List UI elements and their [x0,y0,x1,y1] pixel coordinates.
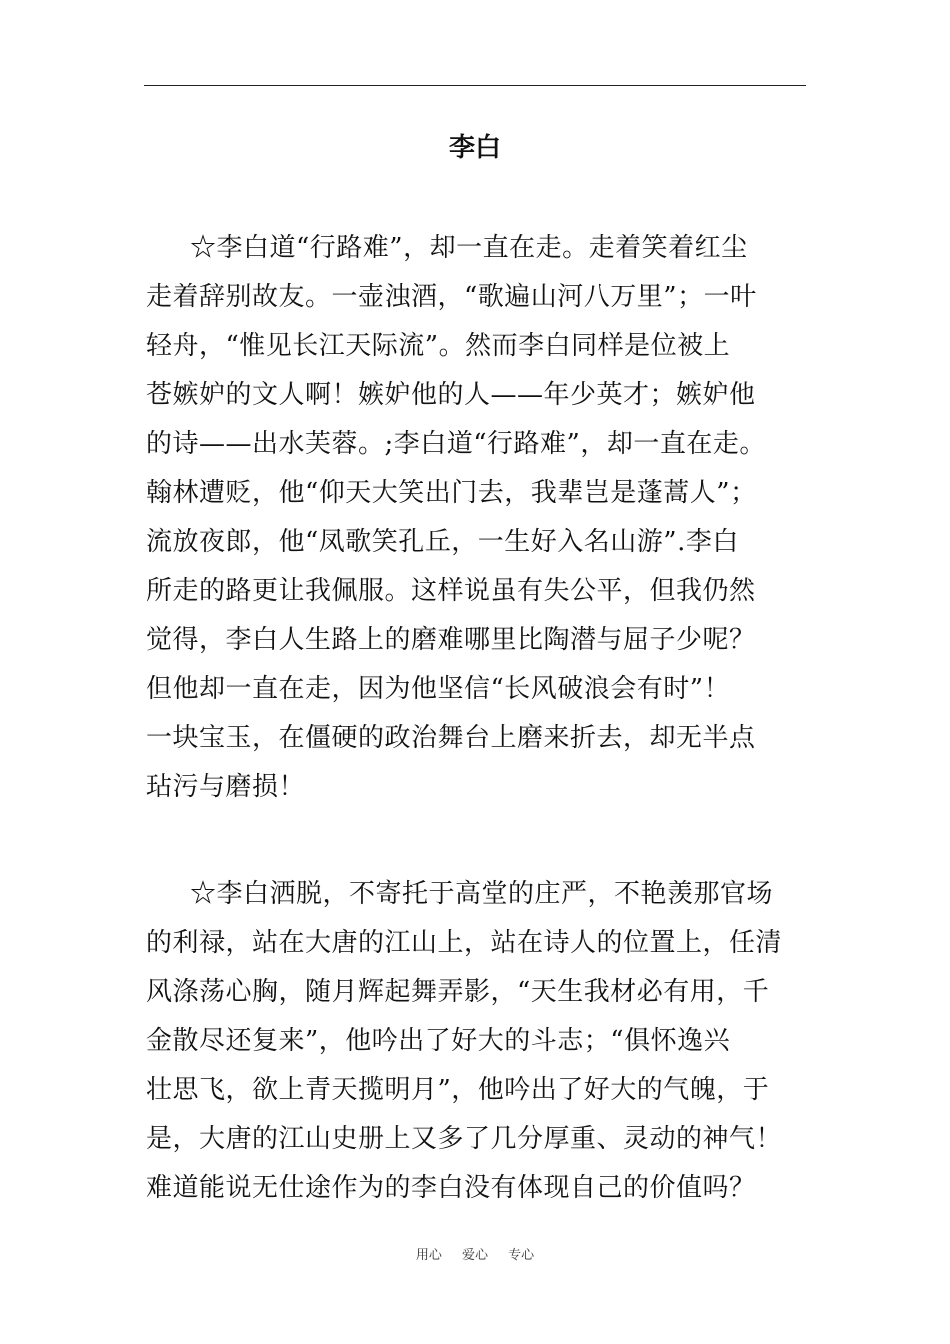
footer-item: 专心 [508,1248,535,1263]
paragraph-line: ☆李白道“行路难”，却一直在走。走着笑着红尘 [190,233,748,263]
paragraph-line: 风涤荡心胸，随月辉起舞弄影，“天生我材必有用，千 [146,977,770,1007]
paragraph-line: 觉得，李白人生路上的磨难哪里比陶潜与屈子少呢？ [146,625,756,655]
footer-item: 爱心 [461,1248,488,1263]
paragraph-2 [146,870,808,1213]
paragraph-line: 玷污与磨损！ [146,772,306,802]
footer-item: 用心 [415,1248,442,1263]
paragraph-line: 走着辞别故友。一壶浊酒，“歌遍山河八万里”；一叶 [146,282,757,312]
header-rule [144,85,806,86]
paragraph-line: ☆李白洒脱，不寄托于高堂的庄严，不艳羡那官场 [190,879,774,909]
page-title: 李白 [448,133,501,163]
paragraph-1 [146,224,808,812]
paragraph-line: 翰林遭贬，他“仰天大笑出门去，我辈岂是蓬蒿人”； [146,478,757,508]
paragraph-line: 的诗——出水芙蓉。;李白道“行路难”，却一直在走。 [146,429,766,459]
paragraph-line: 苍嫉妒的文人啊！嫉妒他的人——年少英才；嫉妒他 [146,380,756,410]
paragraph-line: 是，大唐的江山史册上又多了几分厚重、灵动的神气！ [146,1124,783,1154]
page-footer [0,1246,950,1266]
paragraph-line: 难道能说无仕途作为的李白没有体现自己的价值吗？ [146,1173,756,1203]
paragraph-line: 金散尽还复来”，他吟出了好大的斗志；“俱怀逸兴 [146,1026,731,1056]
paragraph-line: 的利禄，站在大唐的江山上，站在诗人的位置上，任清 [146,928,783,958]
paragraph-line: 一块宝玉，在僵硬的政治舞台上磨来折去，却无半点 [146,723,756,753]
paragraph-line: 壮思飞，欲上青天揽明月”，他吟出了好大的气魄，于 [146,1075,770,1105]
paragraph-line: 但他却一直在走，因为他坚信“长风破浪会有时”！ [146,674,731,704]
paragraph-line: 轻舟，“惟见长江天际流”。然而李白同样是位被上 [146,331,731,361]
paragraph-line: 所走的路更让我佩服。这样说虽有失公平，但我仍然 [146,576,756,606]
paragraph-line: 流放夜郎，他“凤歌笑孔丘，一生好入名山游”.李白 [146,527,739,557]
